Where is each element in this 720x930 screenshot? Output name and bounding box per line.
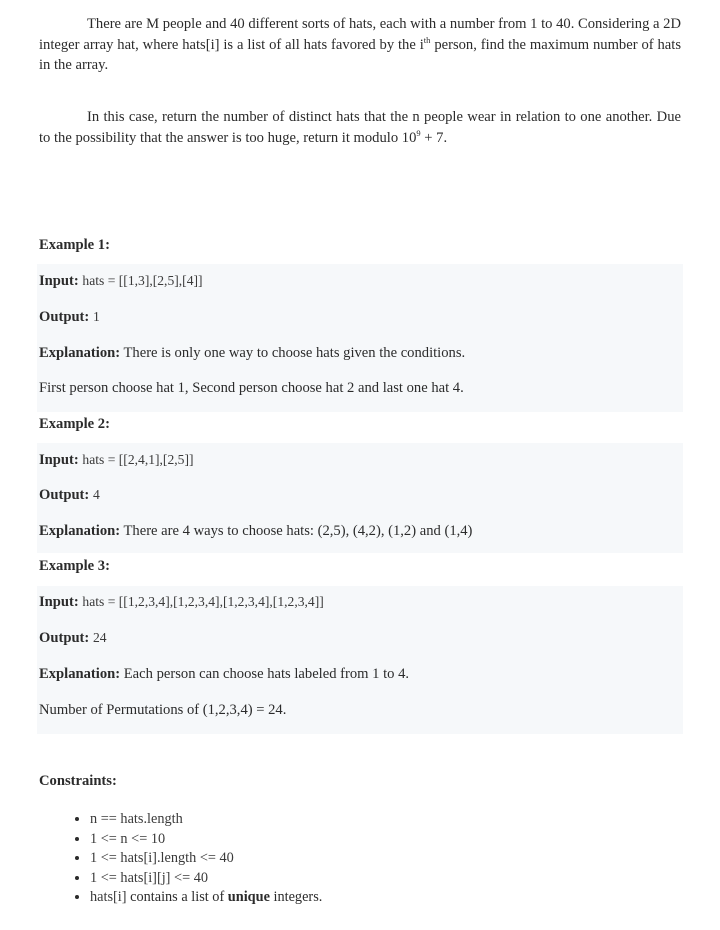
example-1-extra-line: First person choose hat 1, Second person choose hat 2 and last one hat 4. [39, 380, 464, 396]
constraints-title: Constraints: [39, 773, 117, 789]
intro-p2-text-end: + 7. [420, 129, 448, 146]
example-2-input-label: Input: [39, 452, 79, 468]
example-3-input-value: hats = [[1,2,3,4],[1,2,3,4],[1,2,3,4],[1,2,3,4]] [82, 594, 324, 609]
example-1-explanation-value: There is only one way to choose hats given the conditions. [123, 345, 466, 361]
intro-p2-text: In this case, return the number of distinct hats that the n people wear in relation to one another. Due to the possibility that the answer is too huge, return it modulo 10 [39, 109, 681, 146]
example-3-explanation-label: Explanation: [39, 666, 121, 682]
intro-p1-superscript: th [423, 34, 431, 45]
example-1-title: Example 1: [39, 237, 110, 253]
example-2-output [39, 487, 100, 504]
example-1-output-label: Output: [39, 309, 90, 325]
example-3-title: Example 3: [39, 558, 110, 574]
constraint-item [90, 830, 322, 850]
intro-p2-superscript: 9 [416, 127, 421, 138]
intro-paragraph-2 [39, 107, 681, 148]
constraint-text: n == hats.length [90, 811, 183, 827]
example-3-output-label: Output: [39, 630, 90, 646]
example-3-explanation [39, 666, 409, 683]
example-2-output-value: 4 [92, 487, 100, 502]
example-2-explanation-value: There are 4 ways to choose hats: (2,5), (4,2), (1,2) and (1,4) [123, 523, 473, 539]
constraint-last-prefix: hats[i] [90, 889, 127, 905]
example-3-explanation-value: Each person can choose hats labeled from 1 to 4. [123, 666, 410, 682]
example-2-input [39, 452, 194, 469]
example-1-explanation-label: Explanation: [39, 345, 121, 361]
constraints-list [55, 810, 322, 908]
constraint-item [90, 888, 322, 908]
example-1-output-value: 1 [92, 309, 100, 324]
example-1-input-value: hats = [[1,3],[2,5],[4]] [82, 273, 203, 288]
constraint-text: 1 <= hats[i][j] <= 40 [90, 869, 209, 886]
intro-p1-text-end: person, find the maximum number of hats in the array. [39, 36, 682, 73]
constraint-item [90, 810, 322, 830]
intro-paragraph-1 [39, 14, 681, 76]
example-3-output [39, 630, 107, 647]
constraint-last-bold: unique [227, 889, 270, 905]
example-2-explanation [39, 523, 472, 540]
constraint-text: 1 <= n <= 10 [90, 830, 166, 847]
example-2-output-label: Output: [39, 487, 90, 503]
example-1-input-label: Input: [39, 273, 79, 289]
example-3-input-label: Input: [39, 594, 79, 610]
example-3-input [39, 594, 324, 611]
example-1-input [39, 273, 203, 290]
constraint-last-middle: contains a list of [126, 889, 228, 905]
constraint-last-suffix: integers. [269, 889, 323, 905]
example-1-explanation [39, 345, 465, 362]
constraint-item [90, 869, 322, 889]
constraint-text: 1 <= hats[i].length <= 40 [90, 850, 234, 866]
example-2-title: Example 2: [39, 416, 110, 432]
example-1-output [39, 309, 100, 326]
example-2-input-value: hats = [[2,4,1],[2,5]] [82, 452, 194, 467]
example-3-output-value: 24 [92, 630, 107, 645]
intro-p1-text: There are M people and 40 different sorts of hats, each with a number from 1 to 40. Considering a 2D integer array hat, where hats[i] is a list of all hats favored by the i [39, 16, 681, 53]
example-3-extra-line: Number of Permutations of (1,2,3,4) = 24. [39, 702, 287, 718]
constraint-item [90, 849, 322, 869]
example-2-explanation-label: Explanation: [39, 523, 121, 539]
